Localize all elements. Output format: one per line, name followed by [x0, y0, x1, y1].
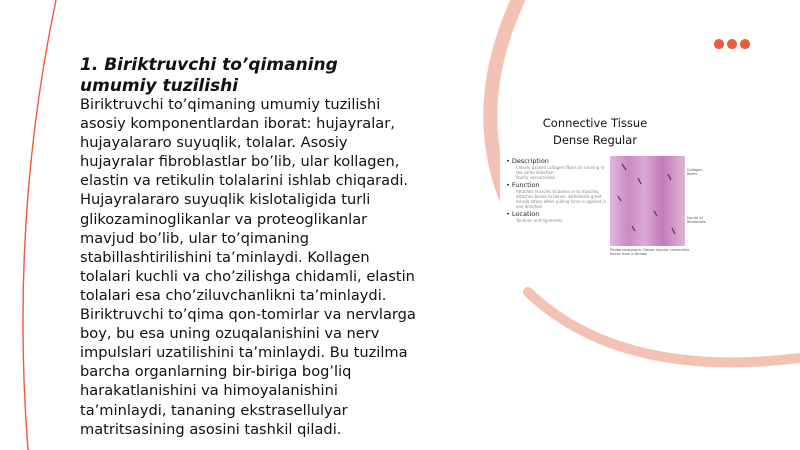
tissue-micrograph — [610, 156, 685, 246]
nucleus-mark — [618, 196, 621, 201]
micrograph-nuclei — [610, 156, 685, 246]
figure-title-line2: Dense Regular — [552, 133, 638, 147]
figure-bullet: • Location — [506, 210, 540, 218]
nucleus-mark — [654, 211, 657, 216]
nucleus-mark — [632, 226, 635, 231]
bottom-arc — [528, 292, 800, 362]
nucleus-mark — [672, 228, 675, 234]
figure-bullet-list — [506, 156, 611, 223]
bullet-label: Location — [511, 210, 540, 218]
left-edge-line — [23, 0, 56, 450]
figure-caption: Photomicrograph: Dense regular connective tissue from a tendon — [610, 248, 690, 256]
nucleus-mark — [668, 174, 671, 180]
nucleus-mark — [622, 164, 626, 170]
figure-title-line1: Connective Tissue — [542, 116, 648, 130]
figure-bullet: • Function — [506, 181, 540, 189]
accent-dots — [714, 39, 750, 49]
figure-label-top: Collagen fibers — [687, 168, 703, 176]
accent-dot — [714, 39, 724, 49]
bullet-label: Function — [511, 181, 540, 189]
slide-body: Biriktruvchi to’qimaning umumiy tuzilishi asosiy komponentlardan iborat: hujayralar, hujayalararo suyuqlik, tolalar. Asosiy hujayralar fibroblastlar bo’lib, ular kollagen, elastin va retikulin tolalarini ishlab chiqaradi. Hujayralararo suyuqlik kislotaligida turli glikozaminoglikanlar va proteoglikanlar mavjud bo’lib, ular to’qimaning stabillashtirilishini ta’minlaydi. Kollagen tolalari kuchli va cho’zilishga chidamli, elastin tolalari esa cho’ziluvchanlikni ta’minlaydi. Biriktruvchi to’qima qon-tomirlar va nervlarga boy, bu esa uning ozuqalanishini va nerv impulslari uzatilishini ta’minlaydi. Bu tuzilma barcha organlarning bir-biriga bog’liq harakatlanishini va himoyalanishini ta’minlaydi, tananing ekstrasellulyar matritsasining asosini tashkil qiladi. — [80, 96, 416, 438]
slide-title: 1. Biriktruvchi to’qimaning umumiy tuzilishi — [80, 55, 338, 96]
figure-label-bottom: Nuclei of fibroblasts — [687, 216, 706, 224]
nucleus-mark — [638, 178, 641, 184]
bullet-sub: Closely packed collagen fibers all running in the same direction — [516, 165, 605, 175]
connective-tissue-figure — [500, 112, 706, 264]
bullet-label: Description — [511, 157, 549, 165]
accent-dot — [740, 39, 750, 49]
figure-bullet: • Description — [506, 157, 549, 165]
bullet-sub: Tendons and ligaments — [516, 218, 563, 223]
accent-dot — [727, 39, 737, 49]
bullet-sub: Attaches muscles to bones or to muscles; attaches bones to bones; withstands great tensile stress when pulling force is applied in one direction — [516, 189, 607, 209]
bullet-sub: Poorly vascularized — [516, 175, 555, 180]
